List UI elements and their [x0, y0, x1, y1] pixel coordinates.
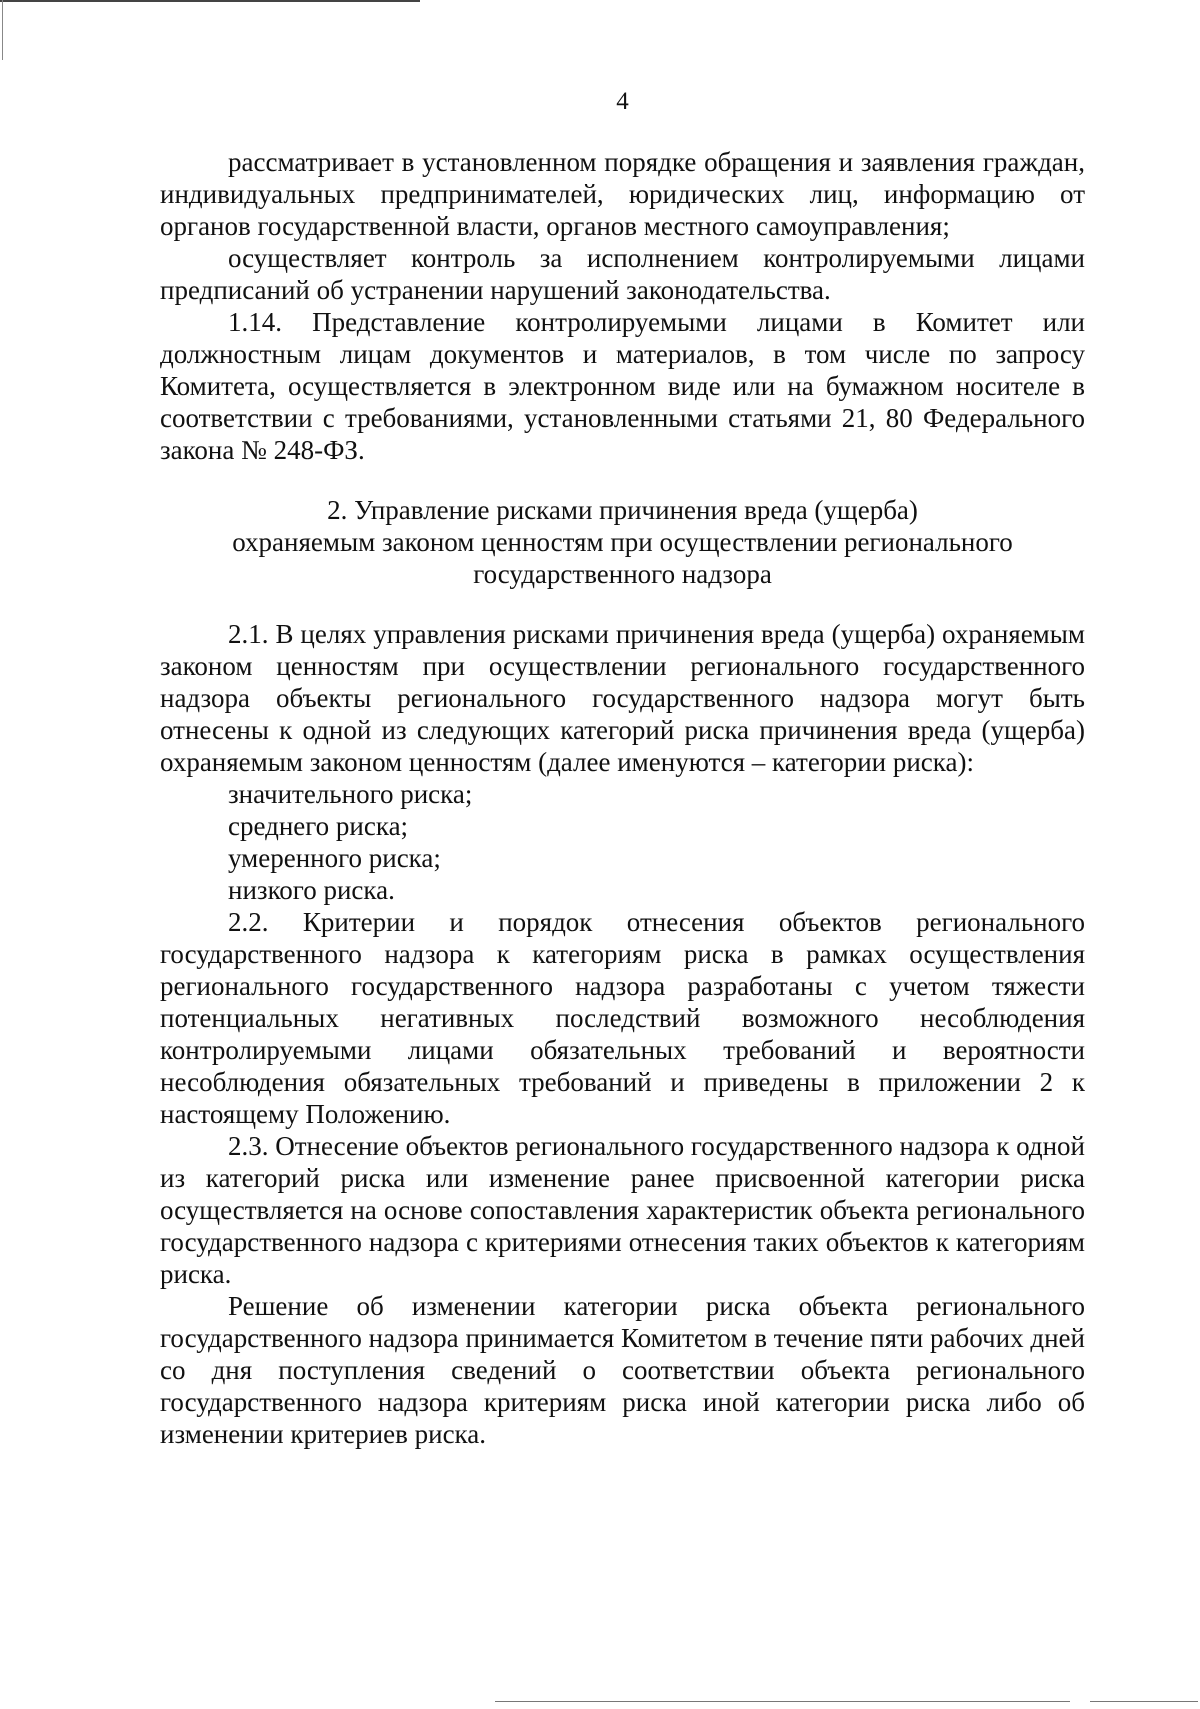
scan-left-edge [2, 0, 3, 60]
paragraph-control-orders: осуществляет контроль за исполнением контролируемыми лицами предписаний об устранении нарушений законодательства. [160, 243, 1085, 305]
risk-category-item: среднего риска; [228, 811, 409, 841]
paragraph-consider-appeals: рассматривает в установленном порядке обращения и заявления граждан, индивидуальных предпринимателей, юридических лиц, информацию от органов государственной власти, органов местного самоуправления; [160, 147, 1085, 241]
scan-top-edge [0, 0, 420, 2]
paragraph-2-3: 2.3. Отнесение объектов регионального государственного надзора к одной из категорий риска или изменение ранее присвоенной категории риска осуществляется на основе сопоставления характеристик объекта регионального государственного надзора с критериями отнесения таких объектов к категориям риска. [160, 1131, 1085, 1289]
risk-category-item: значительного риска; [228, 779, 473, 809]
section-2-heading [160, 494, 1085, 590]
scan-bottom-edge [495, 1701, 1070, 1702]
scan-bottom-edge-right [1090, 1701, 1198, 1702]
paragraph-2-2: 2.2. Критерии и порядок отнесения объектов регионального государственного надзора к категориям риска в рамках осуществления регионального государственного надзора разработаны с учетом тяжести потенциальных негативных последствий возможного несоблюдения контролируемыми лицами обязательных требований и вероятности несоблюдения обязательных требований и приведены в приложении 2 к настоящему Положению. [160, 907, 1085, 1129]
heading-line-2: охраняемым законом ценностям при осуществлении регионального [232, 527, 1013, 557]
page-number: 4 [616, 88, 629, 115]
paragraph-2-1: 2.1. В целях управления рисками причинения вреда (ущерба) охраняемым законом ценностям при осуществлении регионального государственного надзора объекты регионального государственного надзора могут быть отнесены к одной из следующих категорий риска причинения вреда (ущерба) охраняемым законом ценностям (далее именуются – категории риска): [160, 619, 1085, 777]
paragraph-decision: Решение об изменении категории риска объекта регионального государственного надзора принимается Комитетом в течение пяти рабочих дней со дня поступления сведений о соответствии объекта регионального государственного надзора критериям риска иной категории риска либо об изменении критериев риска. [160, 1291, 1085, 1449]
paragraph-1-14: 1.14. Представление контролируемыми лицами в Комитет или должностным лицам документов и материалов, в том числе по запросу Комитета, осуществляется в электронном виде или на бумажном носителе в соответствии с требованиями, установленными статьями 21, 80 Федерального закона № 248-ФЗ. [160, 307, 1085, 465]
section-2-body [160, 618, 1085, 1450]
section-1-continuation [160, 146, 1085, 466]
risk-category-item: умеренного риска; [228, 843, 441, 873]
heading-line-3: государственного надзора [473, 559, 772, 589]
risk-category-item: низкого риска. [228, 875, 395, 905]
heading-line-1: 2. Управление рисками причинения вреда (ущерба) [327, 495, 918, 525]
